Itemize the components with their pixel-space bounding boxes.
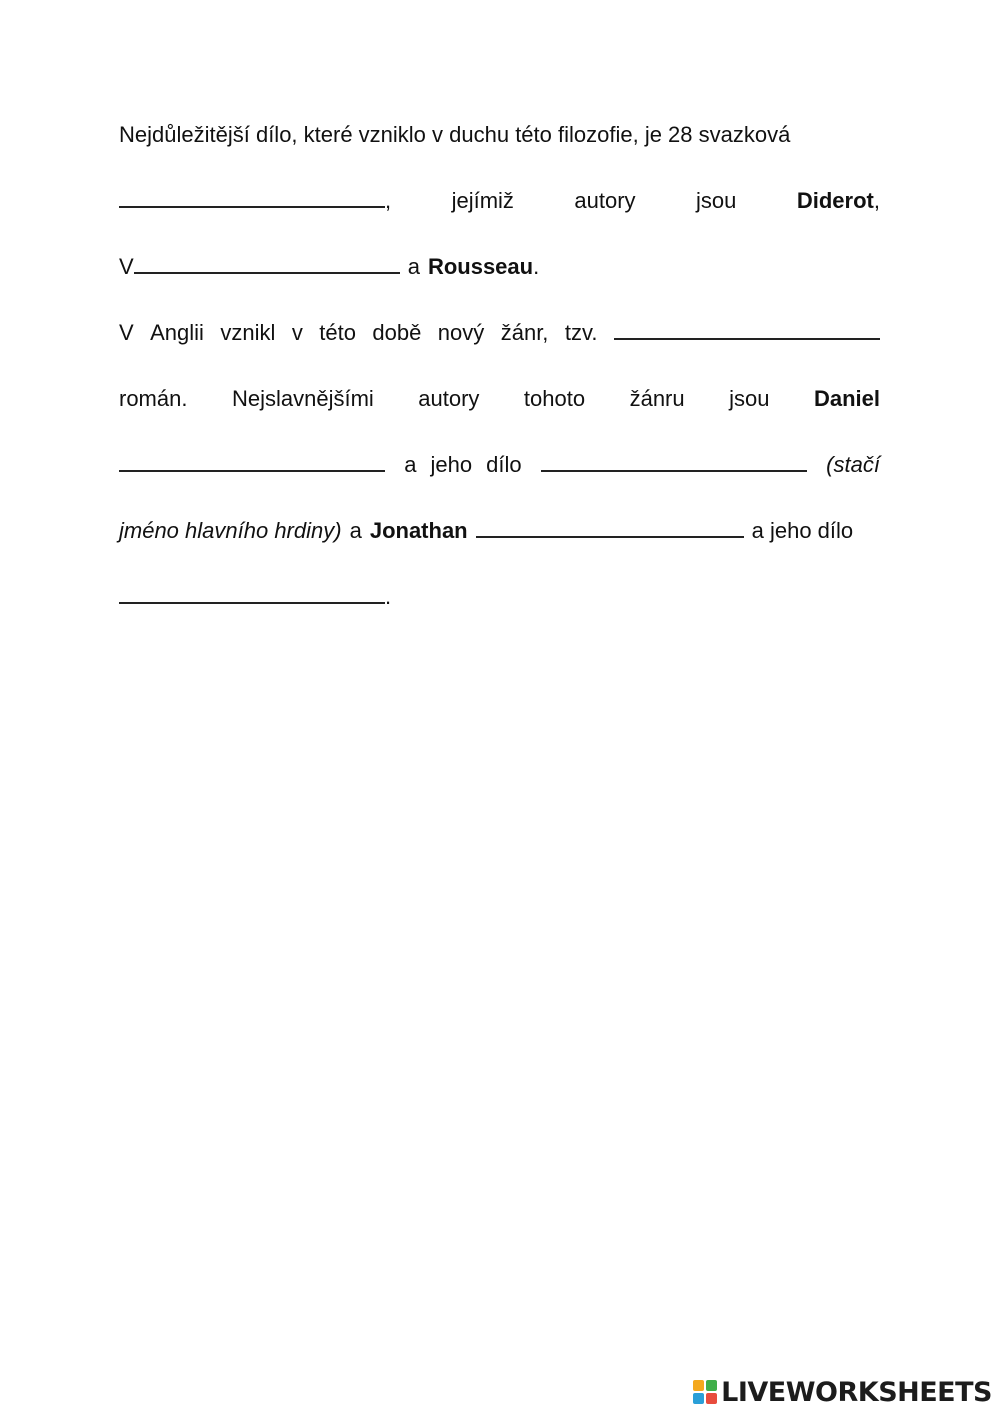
logo-square bbox=[693, 1393, 704, 1404]
word: tohoto bbox=[523, 386, 586, 411]
word: jsou bbox=[729, 386, 770, 411]
word: a bbox=[404, 452, 417, 477]
text-line-5 bbox=[119, 384, 880, 414]
liveworksheets-logo bbox=[693, 1377, 992, 1407]
word: jsou bbox=[696, 188, 737, 213]
word: době bbox=[372, 320, 422, 345]
answer-blank-2[interactable] bbox=[134, 252, 400, 274]
word: dílo bbox=[486, 452, 522, 477]
logo-icon bbox=[693, 1380, 717, 1404]
word: Anglii bbox=[150, 320, 204, 345]
answer-blank-5[interactable] bbox=[541, 450, 807, 472]
word: román. bbox=[119, 386, 188, 411]
word: Nejslavnějšími bbox=[231, 386, 374, 411]
phrase-a-jeho-dilo-2: a jeho dílo bbox=[751, 518, 854, 543]
word: tzv. bbox=[564, 320, 598, 345]
hint-italic-start: (stačí bbox=[826, 452, 880, 477]
logo-square bbox=[706, 1393, 717, 1404]
name-group-diderot bbox=[797, 186, 880, 216]
prefix-v: V bbox=[119, 254, 134, 279]
answer-blank-3[interactable] bbox=[614, 318, 880, 340]
word: a bbox=[349, 518, 362, 543]
word: a bbox=[407, 254, 420, 279]
sentence-encyclopedia: Nejdůležitější dílo, které vzniklo v duchu této filozofie, je 28 svazková bbox=[119, 122, 791, 147]
word: žánru bbox=[629, 386, 685, 411]
text-line-3 bbox=[119, 252, 880, 282]
word: v bbox=[291, 320, 303, 345]
word: V bbox=[119, 320, 134, 345]
answer-blank-4[interactable] bbox=[119, 450, 385, 472]
blank-group-1 bbox=[119, 186, 391, 216]
word: autory bbox=[418, 386, 480, 411]
comma: , bbox=[873, 188, 880, 213]
word: vznikl bbox=[220, 320, 276, 345]
text-line-7 bbox=[119, 516, 880, 546]
name-diderot: Diderot bbox=[796, 188, 874, 213]
answer-blank-6[interactable] bbox=[476, 516, 744, 538]
answer-blank-1[interactable] bbox=[119, 186, 385, 208]
answer-blank-7[interactable] bbox=[119, 582, 385, 604]
word: autory bbox=[574, 188, 636, 213]
period: . bbox=[385, 584, 392, 609]
word: jeho bbox=[430, 452, 473, 477]
text-line-8 bbox=[119, 582, 880, 612]
name-jonathan: Jonathan bbox=[369, 518, 468, 543]
text-line-2 bbox=[119, 186, 880, 216]
period: . bbox=[533, 254, 540, 279]
word: nový bbox=[437, 320, 485, 345]
word: jejímiž bbox=[451, 188, 514, 213]
phrase-a-jeho-dilo bbox=[404, 450, 521, 480]
word: této bbox=[319, 320, 356, 345]
text-line-4 bbox=[119, 318, 880, 348]
comma: , bbox=[385, 188, 392, 213]
word: žánr, bbox=[500, 320, 549, 345]
logo-square bbox=[706, 1380, 717, 1391]
text-line-6 bbox=[119, 450, 880, 480]
hint-italic-end: jméno hlavního hrdiny) bbox=[119, 518, 342, 543]
logo-square bbox=[693, 1380, 704, 1391]
name-daniel: Daniel bbox=[813, 386, 880, 411]
text-line-1 bbox=[119, 120, 880, 150]
name-rousseau: Rousseau bbox=[427, 254, 534, 279]
logo-text: LIVEWORKSHEETS bbox=[721, 1376, 992, 1408]
